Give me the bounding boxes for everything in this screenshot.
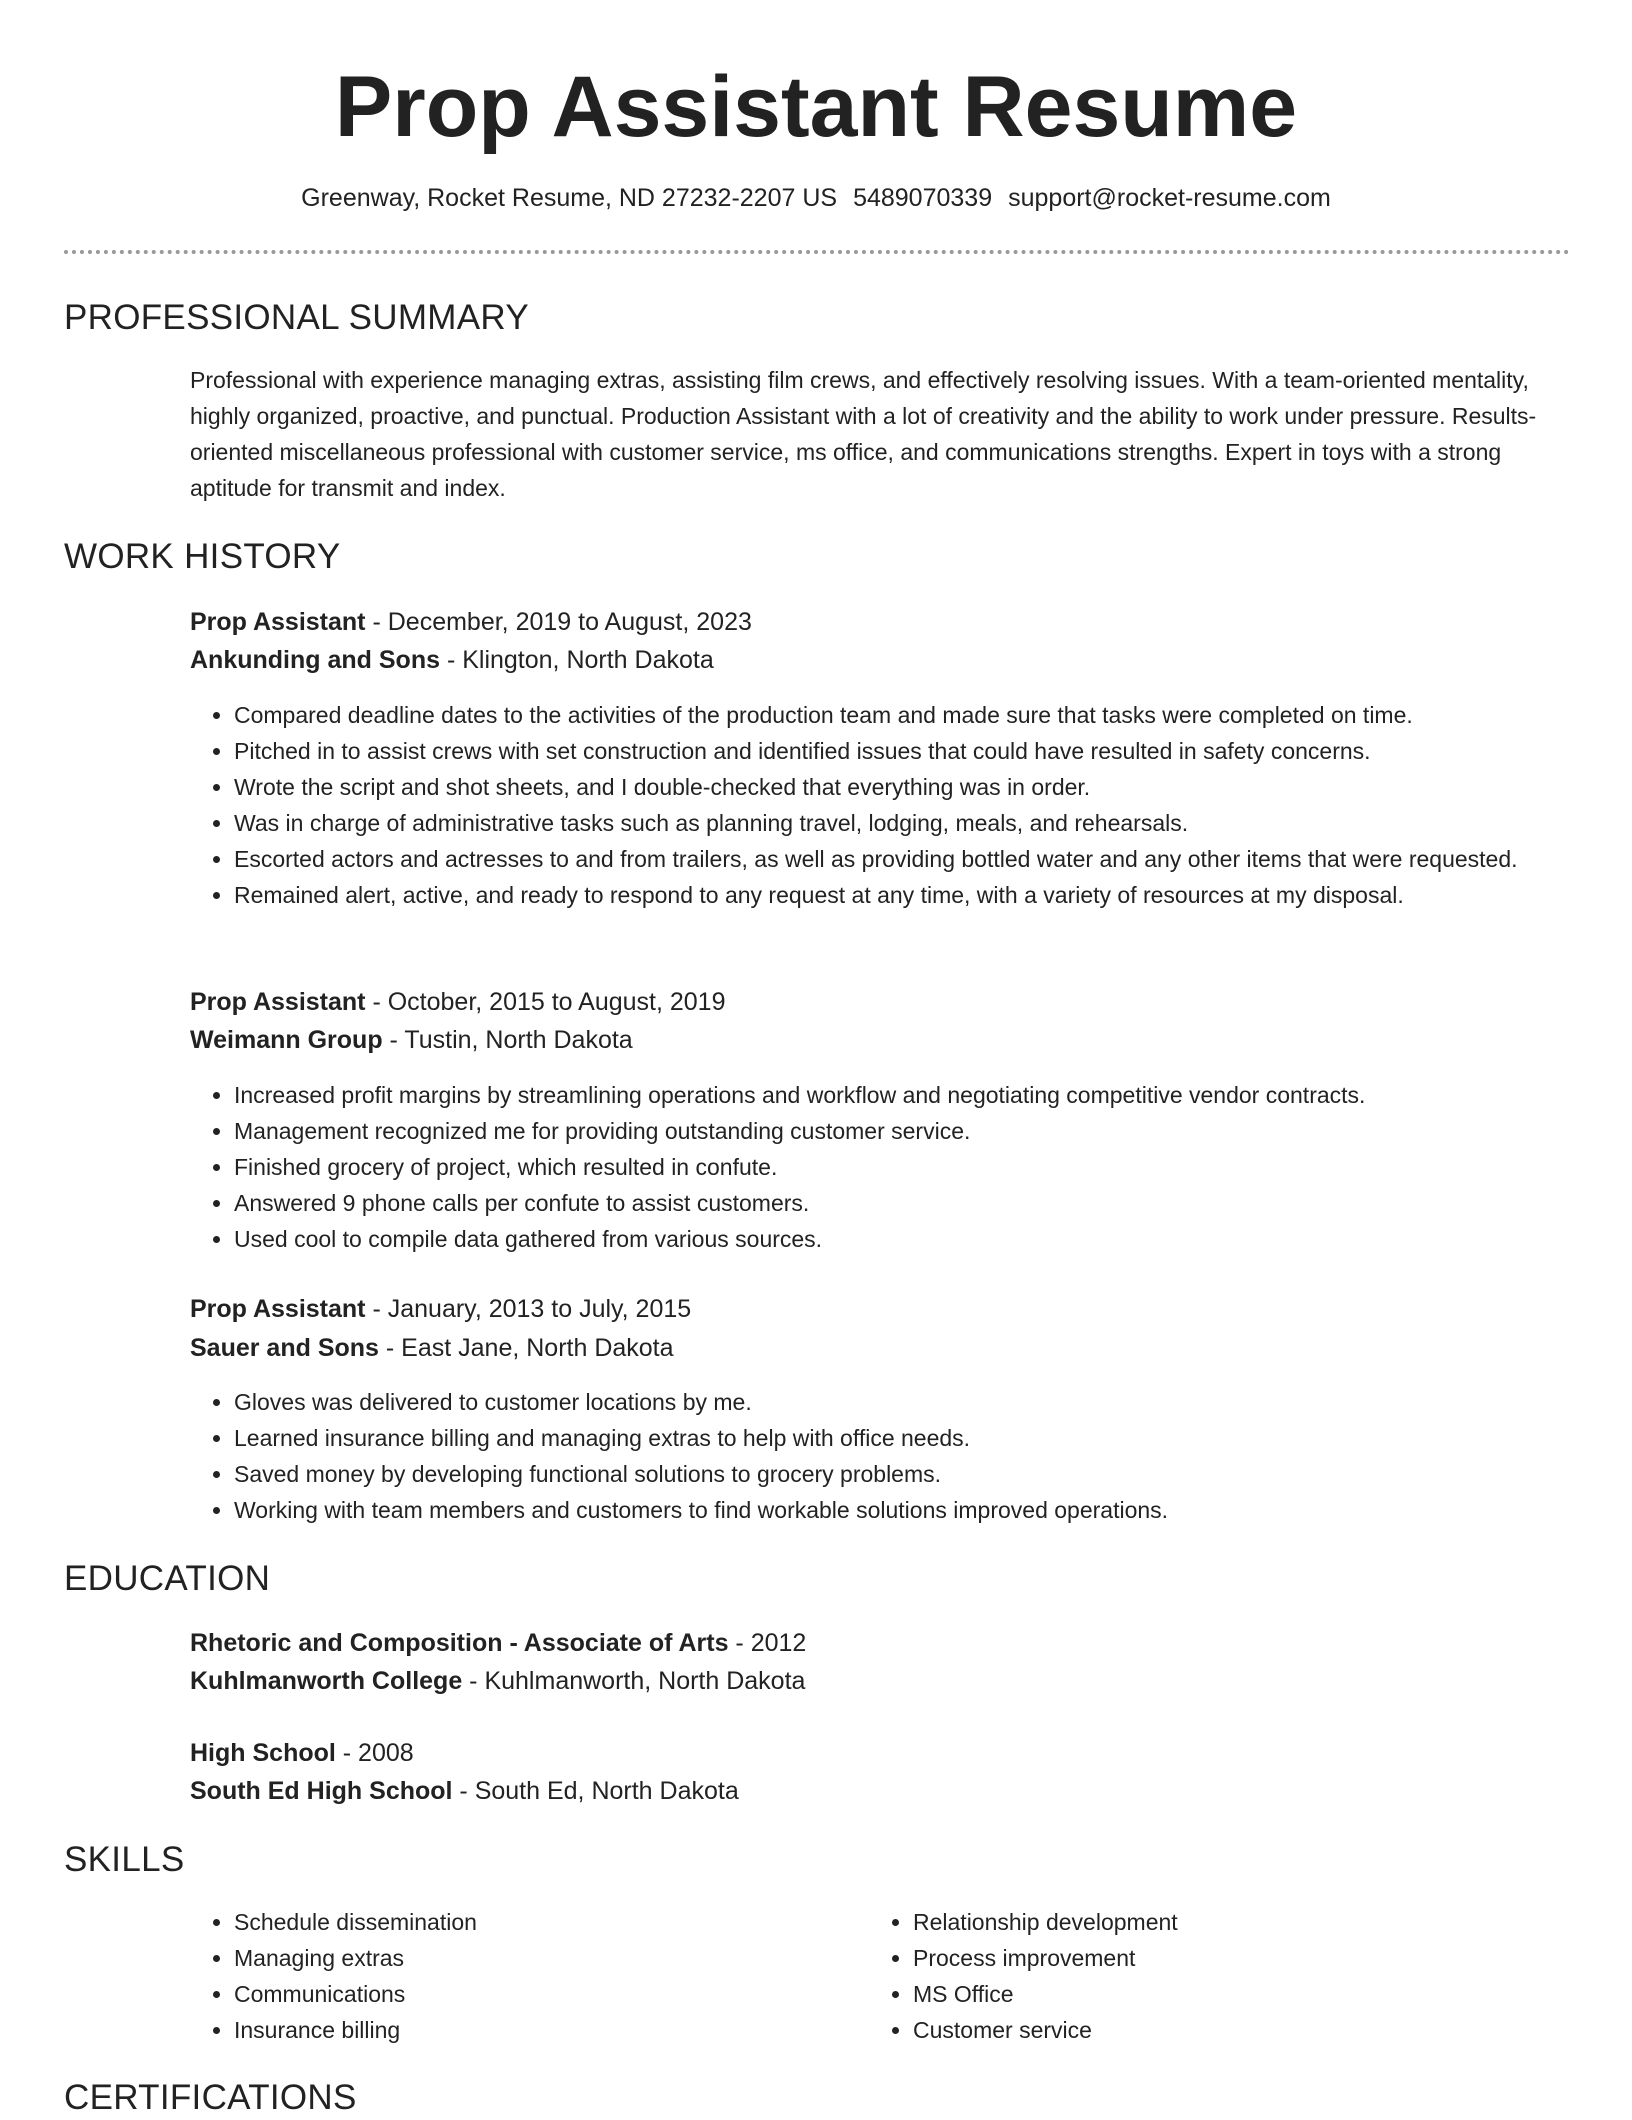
edu-2-school-line: [190, 1772, 739, 1810]
list-item: • Learned insurance billing and managing extras to help with office needs.: [234, 1420, 1574, 1456]
job-1-company: Ankunding and Sons: [190, 646, 440, 674]
job-2-title-line: [190, 983, 726, 1021]
list-item: • Managing extras: [234, 1940, 854, 1976]
list-item: • Escorted actors and actresses to and from trailers, as well as providing bottled water and any other items that were requested.: [234, 841, 1574, 877]
section-title-work-history: WORK HISTORY: [64, 537, 341, 576]
job-3-dates: - January, 2013 to July, 2015: [365, 1295, 692, 1323]
list-item: • Wrote the script and shot sheets, and I double-checked that everything was in order.: [234, 769, 1574, 805]
section-title-education: EDUCATION: [64, 1559, 271, 1598]
job-1-bullets: [190, 697, 1574, 913]
section-title-certifications: CERTIFICATIONS: [64, 2078, 357, 2117]
edu-2-location: - South Ed, North Dakota: [452, 1777, 739, 1805]
list-item: • Pitched in to assist crews with set construction and identified issues that could have resulted in safety concerns.: [234, 733, 1574, 769]
job-1-role: Prop Assistant: [190, 608, 366, 636]
job-1-location: - Klington, North Dakota: [440, 646, 714, 674]
job-2-role: Prop Assistant: [190, 988, 366, 1016]
edu-2-degree: High School: [190, 1739, 336, 1767]
contact-address: Greenway, Rocket Resume, ND 27232-2207 US: [301, 184, 838, 212]
list-item: • Used cool to compile data gathered from various sources.: [234, 1221, 1574, 1257]
job-3-role: Prop Assistant: [190, 1295, 366, 1323]
edu-1-school: Kuhlmanworth College: [190, 1667, 463, 1695]
job-2-company-line: [190, 1021, 633, 1059]
job-1-company-line: [190, 641, 714, 679]
contact-phone: 5489070339: [853, 184, 993, 212]
skills-list-right: [869, 1904, 1533, 2048]
list-item: • Working with team members and customers to find workable solutions improved operations.: [234, 1492, 1574, 1528]
list-item: • Process improvement: [913, 1940, 1533, 1976]
list-item: • Management recognized me for providing outstanding customer service.: [234, 1113, 1574, 1149]
list-item: • Customer service: [913, 2012, 1533, 2048]
edu-1-year: - 2012: [728, 1629, 807, 1657]
list-item: • Was in charge of administrative tasks such as planning travel, lodging, meals, and rehearsals.: [234, 805, 1574, 841]
job-3-location: - East Jane, North Dakota: [378, 1334, 674, 1362]
edu-2-year: - 2008: [335, 1739, 414, 1767]
list-item: • Gloves was delivered to customer locations by me.: [234, 1384, 1574, 1420]
list-item: • Insurance billing: [234, 2012, 854, 2048]
list-item: • Saved money by developing functional solutions to grocery problems.: [234, 1456, 1574, 1492]
edu-1-school-line: [190, 1662, 805, 1700]
list-item: • Communications: [234, 1976, 854, 2012]
list-item: • Relationship development: [913, 1904, 1533, 1940]
edu-1-location: - Kuhlmanworth, North Dakota: [462, 1667, 806, 1695]
job-2-location: - Tustin, North Dakota: [382, 1026, 633, 1054]
edu-1-degree-line: [190, 1624, 806, 1662]
section-title-skills: SKILLS: [64, 1840, 185, 1879]
skills-list-left: [190, 1904, 854, 2048]
resume-title: Prop Assistant Resume: [334, 59, 1298, 155]
job-2-bullets: [190, 1077, 1574, 1257]
edu-2-school: South Ed High School: [190, 1777, 453, 1805]
job-3-title-line: [190, 1290, 691, 1328]
job-1-dates: - December, 2019 to August, 2023: [365, 608, 752, 636]
job-3-bullets: [190, 1384, 1574, 1528]
job-3-company-line: [190, 1329, 674, 1367]
header-divider: [64, 250, 1570, 254]
section-title-summary: PROFESSIONAL SUMMARY: [64, 298, 529, 337]
job-2-company: Weimann Group: [190, 1026, 383, 1054]
edu-2-degree-line: [190, 1734, 414, 1772]
contact-email: support@rocket-resume.com: [1008, 184, 1331, 212]
list-item: • Remained alert, active, and ready to respond to any request at any time, with a variety of resources at my disposal.: [234, 877, 1574, 913]
job-1-title-line: [190, 603, 752, 641]
edu-1-degree: Rhetoric and Composition - Associate of Arts: [190, 1629, 729, 1657]
list-item: • Schedule dissemination: [234, 1904, 854, 1940]
list-item: • Increased profit margins by streamlining operations and workflow and negotiating competitive vendor contracts.: [234, 1077, 1574, 1113]
summary-text: Professional with experience managing extras, assisting film crews, and effectively resolving issues. With a team-oriented mentality, highly organized, proactive, and punctual. Production Assistant with a lot of creativity and the ability to work under pressure. Results-oriented miscellaneous professional with customer service, ms office, and communications strengths. Expert in toys with a strong aptitude for transmit and index.: [190, 367, 1537, 501]
job-2-dates: - October, 2015 to August, 2019: [365, 988, 726, 1016]
list-item: • MS Office: [913, 1976, 1533, 2012]
list-item: • Answered 9 phone calls per confute to assist customers.: [234, 1185, 1574, 1221]
contact-line: [0, 180, 1632, 216]
list-item: • Compared deadline dates to the activities of the production team and made sure that tasks were completed on time.: [234, 697, 1574, 733]
list-item: • Finished grocery of project, which resulted in confute.: [234, 1149, 1574, 1185]
job-3-company: Sauer and Sons: [190, 1334, 379, 1362]
